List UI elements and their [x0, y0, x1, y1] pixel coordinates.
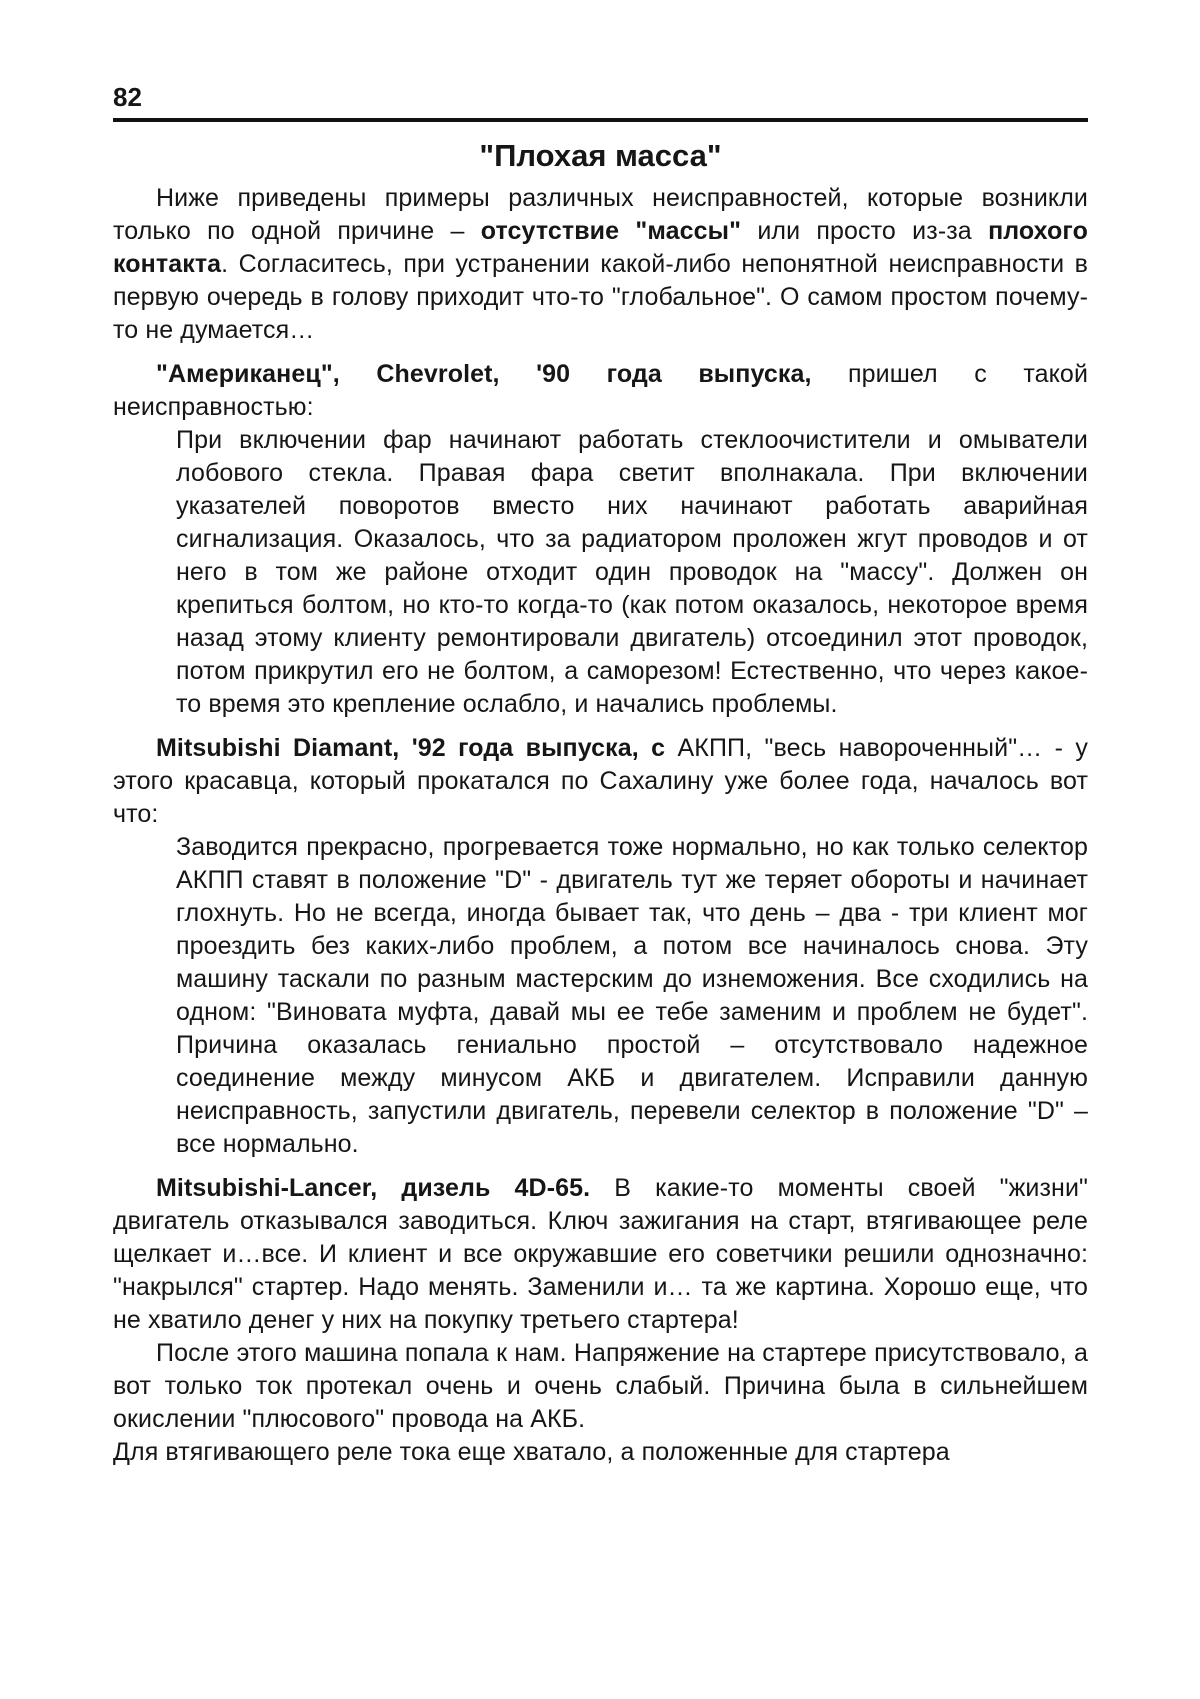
- case-2-heading-rest: АКПП, "весь навороченный"… - у этого красавца, который прокатался по Сахалину уже более года, началось вот что:: [113, 734, 1088, 828]
- page-number: 82: [113, 82, 142, 112]
- page-title: "Плохая масса": [479, 138, 722, 173]
- spacer: [113, 347, 1088, 358]
- intro-bold-2: плохого контакта: [113, 217, 1088, 278]
- spacer: [113, 721, 1088, 732]
- intro-text-3: . Согласитесь, при устранении какой-либо непонятной неисправности в первую очередь в голову приходит что-то "глобальное". О самом простом почему-то не думается…: [113, 250, 1088, 344]
- case-3-heading-bold: Mitsubishi-Lancer, дизель 4D-65.: [156, 1174, 591, 1202]
- book-page: [113, 78, 1088, 1469]
- intro-text-1: Ниже приведены примеры различных неисправностей, которые возникли только по одной причине –: [113, 184, 1088, 245]
- case-2-heading-bold: Mitsubishi Diamant, '92 года выпуска, с: [156, 734, 666, 762]
- intro-bold-1: отсутствие "массы": [480, 217, 742, 245]
- case-1-description: При включении фар начинают работать стеклоочистители и омыватели лобового стекла. Правая фара светит вполнакала. При включении указателей поворотов вместо них начинают работать аварийная сигнализация. Оказалось, что за радиатором проложен жгут проводов и от него в том же районе отходит один проводок на "массу". Должен он крепиться болтом, но кто-то когда-то (как потом оказалось, некоторое время назад этому клиенту ремонтировали двигатель) отсоединил этот проводок, потом прикрутил его не болтом, а саморезом! Естественно, что через какое-то время это крепление ослабло, и начались проблемы.: [176, 426, 1088, 718]
- page-header: [113, 78, 1088, 122]
- case-1-heading-rest: пришел с такой неисправностью:: [113, 360, 1089, 421]
- case-1-heading-bold: "Американец", Chevrolet, '90 года выпуска,: [156, 360, 812, 388]
- spacer: [113, 1161, 1088, 1172]
- case-2-heading: [113, 732, 1088, 831]
- intro-paragraph: [113, 182, 1088, 347]
- article-body: [113, 182, 1088, 1469]
- case-1-heading: [113, 358, 1088, 424]
- case-2-description: Заводится прекрасно, прогревается тоже нормально, но как только селектор АКПП ставят в положение "D" - двигатель тут же теряет обороты и начинает глохнуть. Но не всегда, иногда бывает так, что день – два - три клиент мог проездить без каких-либо проблем, а потом все начиналось снова. Эту машину таскали по разным мастерским до изнеможения. Все сходились на одном: "Виновата муфта, давай мы ее тебе заменим и проблем не будет". Причина оказалась гениально простой – отсутствовало надежное соединение между минусом АКБ и двигателем. Исправили данную неисправность, запустили двигатель, перевели селектор в положение "D" – все нормально.: [176, 833, 1088, 1158]
- intro-text-2: или просто из-за: [741, 217, 989, 245]
- case-3-heading-rest: В какие-то моменты своей "жизни" двигатель отказывался заводиться. Ключ зажигания на старт, втягивающее реле щелкает и…все. И клиент и все окружавшие его советчики решили однозначно: "накрылся" стартер. Надо менять. Заменили и… та же картина. Хорошо еще, что не хватило денег у них на покупку третьего стартера!: [113, 1174, 1088, 1334]
- followup-last-line: Для втягивающего реле тока еще хватало, а положенные для стартера: [113, 1438, 950, 1466]
- followup-paragraph: После этого машина попала к нам. Напряжение на стартере присутствовало, а вот только ток протекал очень и очень слабый. Причина была в сильнейшем окислении "плюсового" провода на АКБ.: [113, 1339, 1088, 1433]
- case-3-paragraph: [113, 1172, 1088, 1337]
